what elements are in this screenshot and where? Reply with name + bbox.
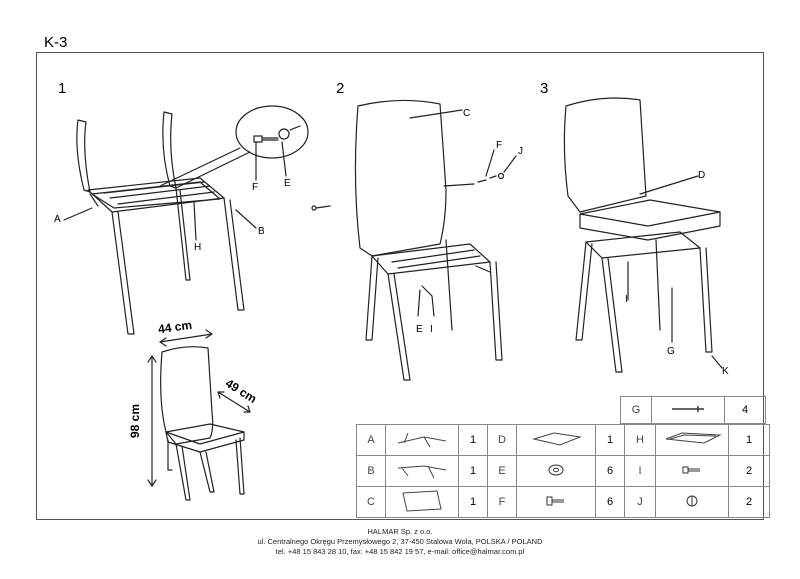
label-e-2: E: [416, 324, 423, 335]
step-2-drawing: [312, 100, 516, 380]
height-dimension: 98 cm: [128, 403, 143, 439]
label-e: E: [284, 178, 291, 189]
width-dimension: 44 cm: [157, 317, 193, 337]
part-letter: H: [625, 425, 656, 456]
depth-dimension: 49 cm: [222, 376, 260, 406]
parts-table: [356, 424, 770, 518]
parts-table-top: [620, 396, 766, 424]
parts-row-g: [621, 397, 766, 424]
screw-icon: [517, 487, 596, 518]
part-letter: J: [625, 487, 656, 518]
label-g: G: [667, 346, 675, 357]
part-qty: 1: [729, 425, 770, 456]
front-frame-icon: [386, 425, 459, 456]
parts-row-1: [357, 425, 770, 456]
backrest-icon: [386, 487, 459, 518]
part-qty: 1: [459, 487, 488, 518]
dimension-drawing: [148, 330, 250, 500]
step-2-number: 2: [336, 80, 345, 97]
bolt-icon: [656, 456, 729, 487]
label-a: A: [54, 214, 61, 225]
label-f-2: F: [496, 140, 503, 151]
step-1-number: 1: [58, 80, 67, 97]
parts-row-2: [357, 456, 770, 487]
model-code: K-3: [44, 34, 68, 51]
part-letter: G: [621, 397, 652, 424]
label-j: J: [518, 146, 523, 157]
seat-cushion-icon: [517, 425, 596, 456]
label-k: K: [722, 366, 729, 377]
part-letter: B: [357, 456, 386, 487]
part-qty: 1: [459, 425, 488, 456]
part-letter: E: [488, 456, 517, 487]
part-letter: I: [625, 456, 656, 487]
part-letter: F: [488, 487, 517, 518]
seat-frame-icon: [656, 425, 729, 456]
part-qty: 4: [725, 397, 766, 424]
label-f: F: [252, 182, 259, 193]
footer: [0, 527, 800, 557]
part-letter: D: [488, 425, 517, 456]
part-letter: C: [357, 487, 386, 518]
part-qty: 6: [596, 487, 625, 518]
part-qty: 2: [729, 487, 770, 518]
part-letter: A: [357, 425, 386, 456]
company-contact: tel. +48 15 843 28 10, fax: +48 15 842 19 57, e-mail: office@halmar.com.pl: [275, 547, 525, 556]
part-qty: 1: [596, 425, 625, 456]
parts-row-3: [357, 487, 770, 518]
label-h: H: [194, 242, 202, 253]
label-i: I: [430, 324, 433, 335]
company-name: HALMAR Sp. z o.o.: [367, 527, 433, 536]
rear-frame-icon: [386, 456, 459, 487]
label-d: D: [698, 170, 706, 181]
step-3-number: 3: [540, 80, 549, 97]
part-qty: 2: [729, 456, 770, 487]
washer-icon: [517, 456, 596, 487]
part-qty: 1: [459, 456, 488, 487]
step-3-drawing: [564, 98, 722, 372]
long-screw-icon: [652, 397, 725, 424]
cap-icon: [656, 487, 729, 518]
label-c: C: [463, 108, 471, 119]
company-address: ul. Centralnego Okręgu Przemysłowego 2, 37-450 Stalowa Wola, POLSKA / POLAND: [257, 537, 543, 546]
label-b: B: [258, 226, 265, 237]
part-qty: 6: [596, 456, 625, 487]
step-1-drawing: [64, 106, 308, 334]
label-i-3: I: [625, 294, 628, 305]
